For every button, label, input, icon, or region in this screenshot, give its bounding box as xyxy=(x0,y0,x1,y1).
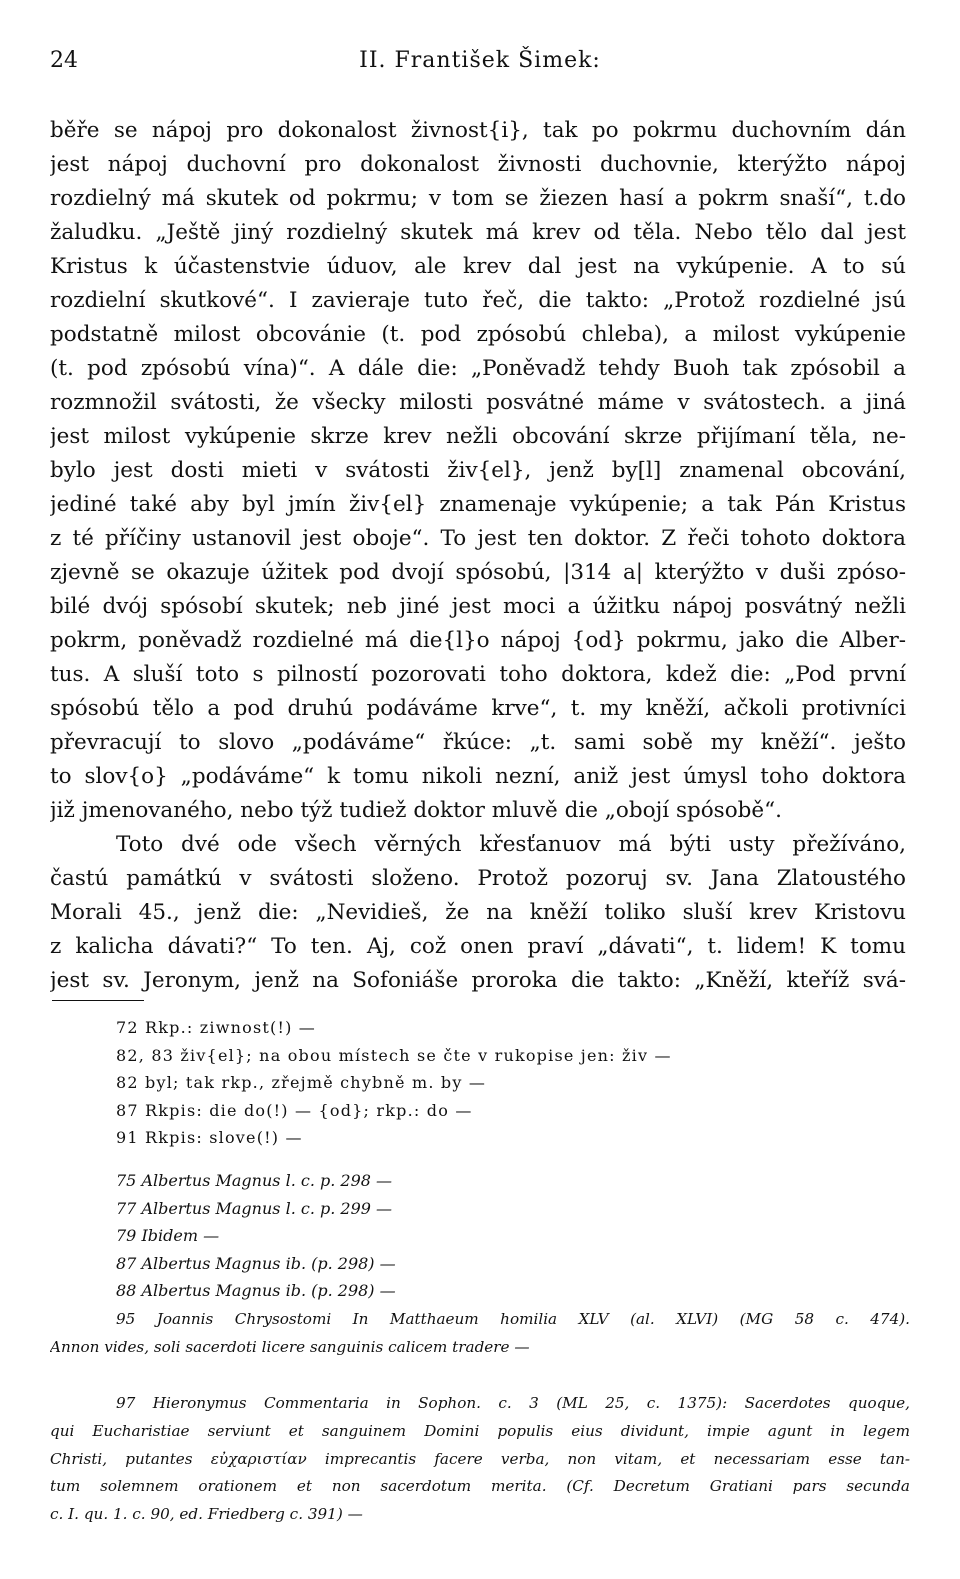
text-line: zjevně se okazuje úžitek pod dvojí spósobú, |314 a| kterýžto v duši zpóso- xyxy=(50,560,906,585)
source-note-97 xyxy=(50,1390,910,1529)
text-line: již jmenovaného, nebo týž tudiež doktor mluvě die „obojí spósobě“. xyxy=(50,798,782,823)
source-note-line: 95 Joannis Chrysostomi In Matthaeum homilia XLV (al. XLVI) (MG 58 c. 474). xyxy=(116,1310,910,1328)
text-line: Toto dvé ode všech věrných křesťanuov má býti usty přežíváno, xyxy=(116,832,906,857)
text-line: to slov{o} „podáváme“ k tomu nikoli nezní, aniž jest úmysl toho doktora xyxy=(50,764,906,789)
source-note-line: Christi, putantes εὐχαριστίαν imprecantis facere verba, non vitam, et necessariam esse tan- xyxy=(50,1449,910,1468)
text-line: jest nápoj duchovní pro dokonalost živnosti duchovnie, kterýžto nápoj xyxy=(50,152,906,177)
source-note-95 xyxy=(50,1306,910,1362)
footnote-line: 82 byl; tak rkp., zřejmě chybně m. by — xyxy=(116,1073,487,1092)
footnote-divider xyxy=(52,1000,144,1001)
text-line: jest sv. Jeronym, jenž na Sofoniáše proroka die takto: „Kněží, kteříž svá- xyxy=(50,968,906,993)
text-line: bylo jest dosti mieti v svátosti živ{el}, jenž by[l] znamenal obcování, xyxy=(50,458,906,483)
text-line: z té příčiny ustanovil jest oboje“. To jest ten doktor. Z řeči tohoto doktora xyxy=(50,526,906,551)
source-note-line: Annon vides, soli sacerdoti licere sanguinis calicem tradere — xyxy=(50,1337,530,1356)
text-line: rozmnožil svátosti, že všecky milosti posvátné máme v svátostech. a jiná xyxy=(50,390,906,415)
source-note-line: 87 Albertus Magnus ib. (p. 298) — xyxy=(116,1253,396,1273)
text-line: jediné také aby byl jmín živ{el} znamenaje vykúpenie; a tak Pán Kristus xyxy=(50,492,906,517)
text-line: převracují to slovo „podáváme“ řkúce: „t. sami sobě my kněží“. ješto xyxy=(50,730,906,755)
text-line: Morali 45., jenž die: „Nevidieš, že na kněží toliko sluší krev Kristovu xyxy=(50,900,906,925)
text-line: spósobú tělo a pod druhú podáváme krve“, t. my kněží, ačkoli protivníci xyxy=(50,696,906,721)
text-line: podstatně milost obcovánie (t. pod zpósobú chleba), a milost vykúpenie xyxy=(50,322,906,347)
text-line: rozdielní skutkové“. I zavieraje tuto řeč, die takto: „Protož rozdielné jsú xyxy=(50,288,906,313)
footnote-line: 82, 83 živ{el}; na obou místech se čte v rukopise jen: živ — xyxy=(116,1045,672,1065)
page-number: 24 xyxy=(50,48,78,73)
text-line: žaludku. „Ještě jiný rozdielný skutek má krev od těla. Nebo tělo dal jest xyxy=(50,220,906,245)
text-line: běře se nápoj pro dokonalost živnost{i}, tak po pokrmu duchovním dán xyxy=(50,118,906,143)
page-header xyxy=(50,48,910,78)
source-notes xyxy=(50,1167,910,1305)
source-note-line: 75 Albertus Magnus l. c. p. 298 — xyxy=(116,1171,393,1190)
main-text xyxy=(50,114,906,998)
source-note-line: c. I. qu. 1. c. 90, ed. Friedberg c. 391) — xyxy=(50,1505,363,1524)
text-line: jest milost vykúpenie skrze krev nežli obcování skrze přijímaní těla, ne- xyxy=(50,424,906,449)
source-note-line: 97 Hieronymus Commentaria in Sophon. c. 3 (ML 25, c. 1375): Sacerdotes quoque, xyxy=(116,1394,910,1412)
text-line: (t. pod zpósobú vína)“. A dále die: „Poněvadž tehdy Buoh tak zpósobil a xyxy=(50,356,906,381)
textual-notes xyxy=(50,1014,910,1152)
source-note-line: qui Eucharistiae serviunt et sanguinem Domini populis eius dividunt, impie agunt in legem xyxy=(50,1421,910,1440)
source-note-line: 79 Ibidem — xyxy=(116,1226,220,1245)
text-line: pokrm, poněvadž rozdielné má die{l}o nápoj {od} pokrmu, jako die Alber- xyxy=(50,628,906,653)
footnote-line: 87 Rkpis: die do(!) — {od}; rkp.: do — xyxy=(116,1100,473,1120)
text-line: rozdielný má skutek od pokrmu; v tom se žiezen hasí a pokrm snaší“, t.do xyxy=(50,186,906,211)
source-note-line: tum solemnem orationem et non sacerdotum merita. (Cf. Decretum Gratiani pars secunda xyxy=(50,1477,910,1496)
text-line: z kalicha dávati?“ To ten. Aj, což onen praví „dávati“, t. lidem! K tomu xyxy=(50,934,906,959)
text-line: bilé dvój spósobí skutek; neb jiné jest moci a úžitku nápoj posvátný nežli xyxy=(50,594,906,619)
footnote-line: 91 Rkpis: slove(!) — xyxy=(116,1128,303,1147)
source-note-line: 88 Albertus Magnus ib. (p. 298) — xyxy=(116,1281,396,1300)
running-head: II. František Šimek: xyxy=(359,48,601,73)
footnote-line: 72 Rkp.: ziwnost(!) — xyxy=(116,1018,317,1037)
source-note-line: 77 Albertus Magnus l. c. p. 299 — xyxy=(116,1198,393,1218)
text-line: tus. A sluší toto s pilností pozorovati toho doktora, kdež die: „Pod první xyxy=(50,662,906,687)
text-line: častú památkú v svátosti složeno. Protož pozoruj sv. Jana Zlatoustého xyxy=(50,866,906,891)
text-line: Kristus k účastenstvie úduov, ale krev dal jest na vykúpenie. A to sú xyxy=(50,254,906,279)
